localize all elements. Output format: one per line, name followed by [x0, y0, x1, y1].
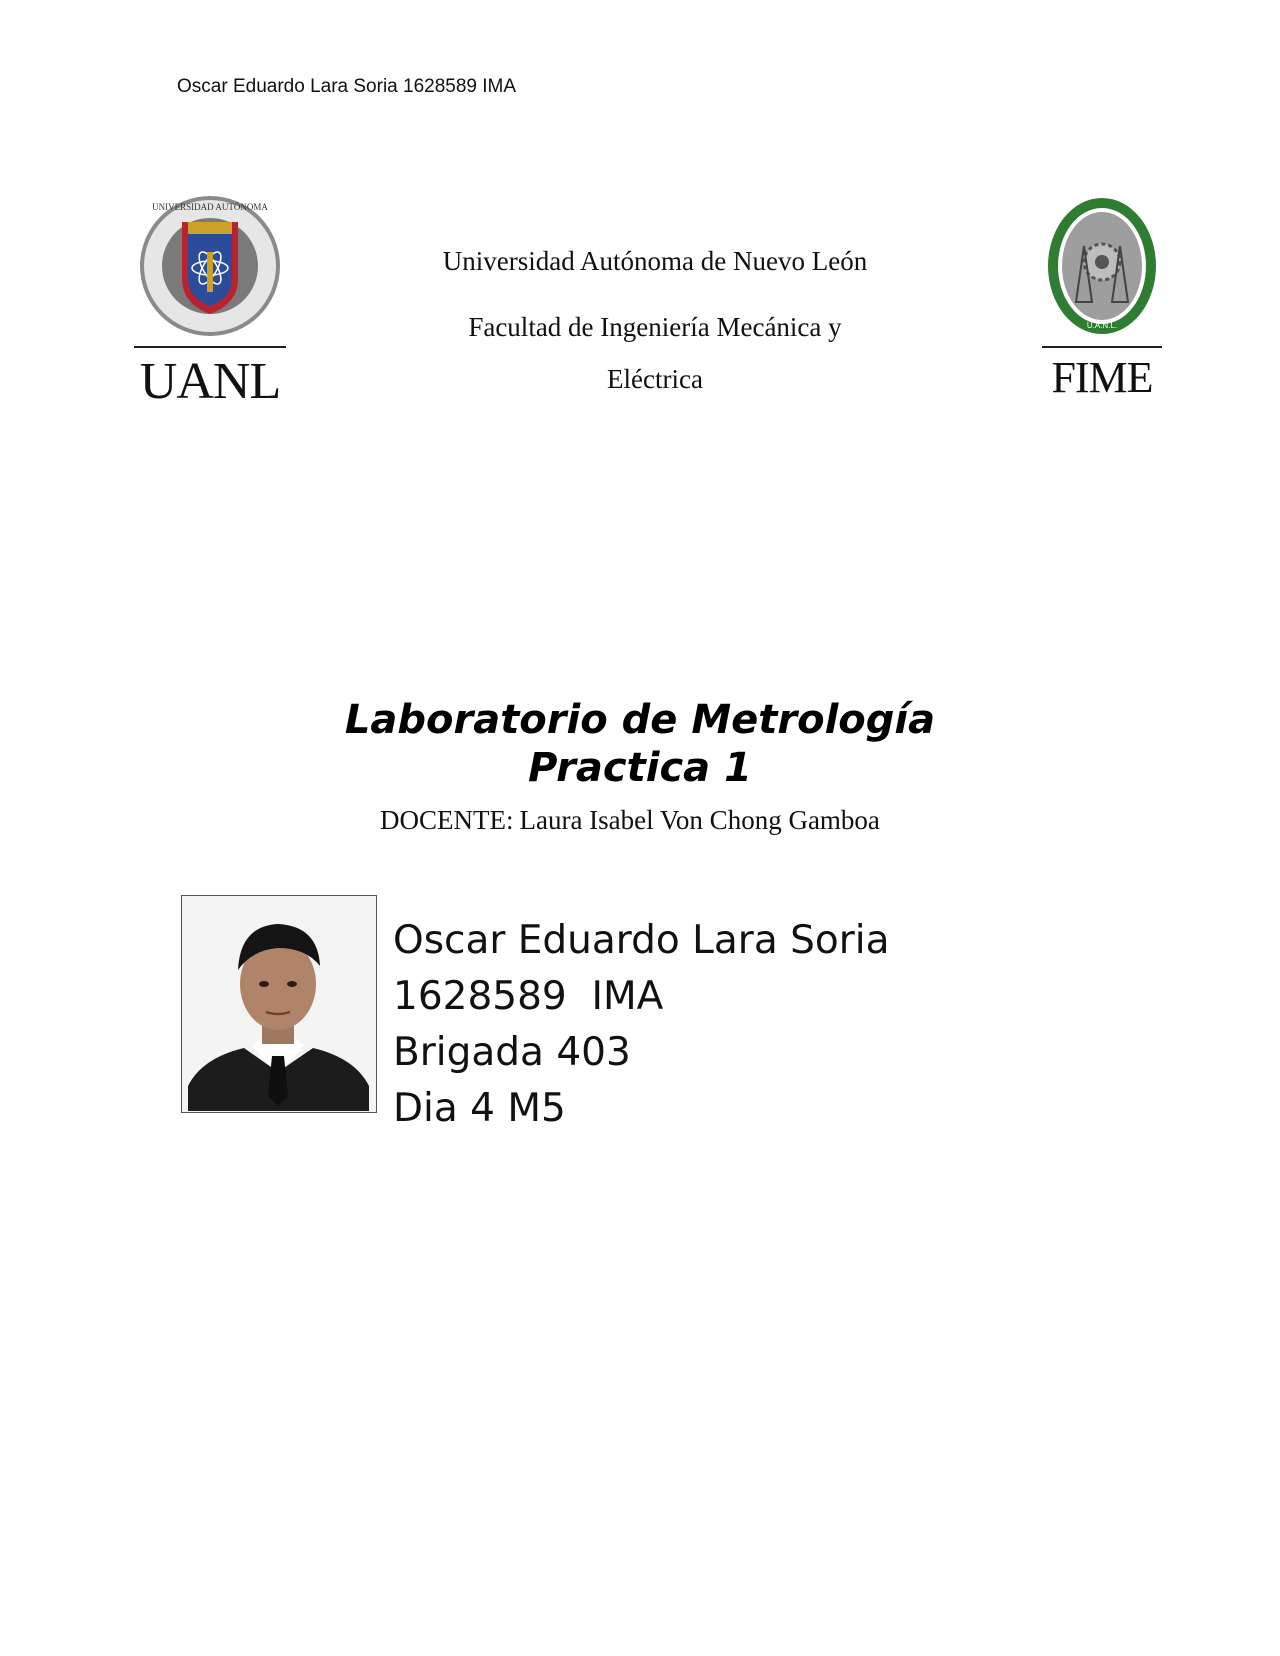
- student-schedule: Dia 4 M5: [393, 1086, 566, 1131]
- page-header: Oscar Eduardo Lara Soria 1628589 IMA: [177, 76, 517, 97]
- svg-text:UNIVERSIDAD AUTÓNOMA: UNIVERSIDAD AUTÓNOMA: [152, 202, 268, 212]
- student-photo: [181, 895, 377, 1113]
- uanl-seal-icon: [132, 192, 288, 352]
- university-name: Universidad Autónoma de Nuevo León: [442, 246, 868, 276]
- fime-rule: [1042, 346, 1162, 348]
- student-brigada: Brigada 403: [393, 1030, 631, 1075]
- faculty-name-line1: Facultad de Ingeniería Mecánica y: [468, 312, 842, 342]
- fime-logo: [1040, 192, 1164, 408]
- uanl-logo: [132, 192, 288, 408]
- docente-name: Laura Isabel Von Chong Gamboa: [519, 805, 880, 835]
- student-id-program: 1628589 IMA: [393, 974, 664, 1019]
- document-subtitle: Practica 1: [528, 745, 752, 791]
- fime-seal-icon: [1040, 192, 1164, 342]
- fime-wordmark: FIME: [1051, 353, 1153, 402]
- student-name: Oscar Eduardo Lara Soria: [393, 918, 890, 963]
- svg-text:U.A.N.L.: U.A.N.L.: [1086, 321, 1118, 330]
- uanl-rule: [134, 346, 286, 348]
- docente-label: DOCENTE:: [380, 805, 514, 835]
- faculty-name-line2: Eléctrica: [607, 364, 703, 394]
- document-title: Laboratorio de Metrología: [344, 697, 936, 743]
- uanl-wordmark: UANL: [139, 353, 281, 410]
- docente-line: [380, 805, 940, 836]
- student-portrait-image: [182, 896, 375, 1111]
